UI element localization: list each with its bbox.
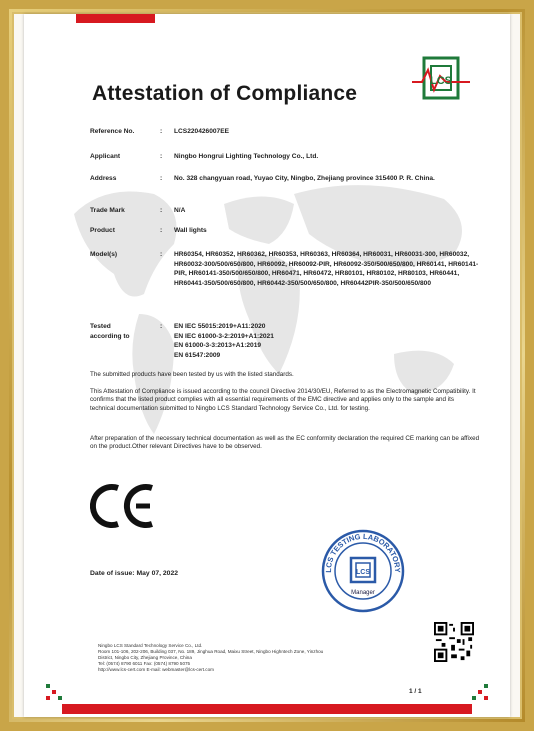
- footer-line: Tel: (0574) 8790 6011 Fax: (0574) 8790 5075: [98, 661, 191, 666]
- bottom-red-bar: [62, 704, 472, 714]
- field-value: HR60354, HR60352, HR60362, HR60353, HR60363, HR60364, HR60031, HR60031-300, HR60032, HR60032-300/500/650/800, HR60092, HR60092-PIR, HR60092-350/500/650/800, HR60141, HR60141-PIR, HR60141-350/500/650/800, HR60471, HR60472, HR80101, HR80102, HR80103, HR60441, HR60441-350/500/650/800, HR60442-350/500/650/800, HR60442PIR-350/500/650/800: [174, 251, 479, 287]
- field-value: EN IEC 55015:2019+A11:2020 EN IEC 61000-3-2:2019+A1:2021 EN 61000-3-3:2013+A1:2019 EN 61547:2009: [174, 323, 274, 359]
- svg-text:LCS: LCS: [430, 75, 452, 87]
- footer-line: Ningbo LCS Standard Technology Service Co., Ltd.: [98, 643, 203, 648]
- footer-line: District, Ningbo City, Zhejiang Province, China: [98, 655, 192, 660]
- field-value: Wall lights: [174, 227, 207, 234]
- svg-text:LCS TESTING LABORATORY: LCS TESTING LABORATORY: [323, 531, 403, 573]
- testing-laboratory-seal: [320, 528, 406, 614]
- svg-text:LCS: LCS: [356, 569, 370, 576]
- field-label: Applicant: [90, 153, 121, 160]
- top-red-bar: [76, 14, 155, 23]
- qr-code: [434, 622, 474, 662]
- certificate-title: Attestation of Compliance: [92, 82, 358, 105]
- ce-mark: [90, 482, 160, 530]
- field-value: No. 328 changyuan road, Yuyao City, Ningbo, Zhejiang province 315400 P. R. China.: [174, 175, 435, 182]
- page-number: 1 / 1: [409, 688, 422, 695]
- field-value: N/A: [174, 207, 186, 214]
- footer-line: http://www.lcs-cert.com E-mail: webmaster@lcs-cert.com: [98, 667, 214, 672]
- field-value: Ningbo Hongrui Lighting Technology Co., Ltd.: [174, 153, 319, 160]
- company-footer: [98, 643, 398, 673]
- svg-text:Manager: Manager: [351, 590, 375, 596]
- field-label: Trade Mark: [90, 207, 125, 214]
- statement-ce-marking: After preparation of the necessary technical documentation as well as the EC conformity declaration the required CE marking can be affixed on the product.Other relevant Directives have to be observed.: [90, 435, 480, 451]
- field-value: LCS220426007EE: [174, 128, 229, 135]
- decorative-dots-right: [464, 684, 488, 700]
- certificate-sheet: LCS Attestation of Compliance Reference No. : LCS220426007EE Applicant : Ningbo Hongrui Lighting Technology Co., Ltd. Address : No. 328 changyuan road, Yuyao City, Ningbo, Zhejiang province 315400 P. R. China. Trade Mark : N/A Product : Wall lights Model(s) : HR60354, HR60352, HR60362, HR60353, HR60363, HR60364, HR60031, HR60031-300, HR60032, HR60032-300/500/650/800, HR60092, HR60092-PIR, HR60092-350/500/650/800, HR60141, HR60141-PIR, HR60141-350/500/650/800, HR60471, HR60472, HR80101, HR80102, HR80103, HR60441, HR60441-350/500/650/800, HR60442-350/500/650/800, HR60442PIR-350/500/650/800 Tested according to : EN IEC 55015:2019+A11:2020 EN IEC 61000-3-2:2019+A1:2021 EN 61000-3-3:2013+A1:2019 EN 61547:2009 The submitted products have been tested by us with the listed standards. This Attestation of Compliance is issued according to the council Directive 2014/30/EU, Referred to as the Electromagnetic Compatibility. It confirms that the listed product complies with all essential requirements of the EMC directive and applies only to the sample and its technical documentation submitted to Ningbo LCS Standard Technology Service Co., Ltd. for testing. After preparation of the necessary technical documentation as well as the EC conformity declaration the required CE marking can be affixed on the product.Other relevant Directives have to be observed. Date of issue: May 07, 2022 LCS TESTING LABORATORY LCS Manager Ningbo LCS Standard Technology Service Co., Ltd. Room 101-106, 202-206, Building 037, No. 189, Jinghua Road, Maixu Street, Ningbo Highntech Zone, Yinzhou District, Ningbo City, Zhejiang Province, China Tel: (0574) 8790 6011 Fax: (0574) 8790 5075 http://www.lcs-cert.com E-mail: webmaster@lcs-cert.com 1 / 1: [24, 14, 510, 717]
- statement-directive: This Attestation of Compliance is issued according to the council Directive 2014/30/EU, Referred to as the Electromagnetic Compatibility. It confirms that the listed product complies with all essential requirements of the EMC directive and applies only to the sample and its technical documentation submitted to Ningbo LCS Standard Technology Service Co., Ltd. for testing.: [90, 388, 476, 412]
- field-label: Product: [90, 227, 115, 234]
- field-label: Reference No.: [90, 128, 135, 135]
- date-of-issue: Date of issue: May 07, 2022: [90, 570, 179, 577]
- lcs-logo: [412, 54, 470, 104]
- field-label: Address: [90, 175, 117, 182]
- statement-tested: The submitted products have been tested by us with the listed standards.: [90, 371, 294, 378]
- field-label: Model(s): [90, 251, 118, 258]
- decorative-dots-left: [46, 684, 70, 700]
- footer-line: Room 101-106, 202-206, Building 037, No. 189, Jinghua Road, Maixu Street, Ningbo Highntech Zone, Yinzhou: [98, 649, 324, 654]
- field-label: Tested according to: [90, 323, 130, 340]
